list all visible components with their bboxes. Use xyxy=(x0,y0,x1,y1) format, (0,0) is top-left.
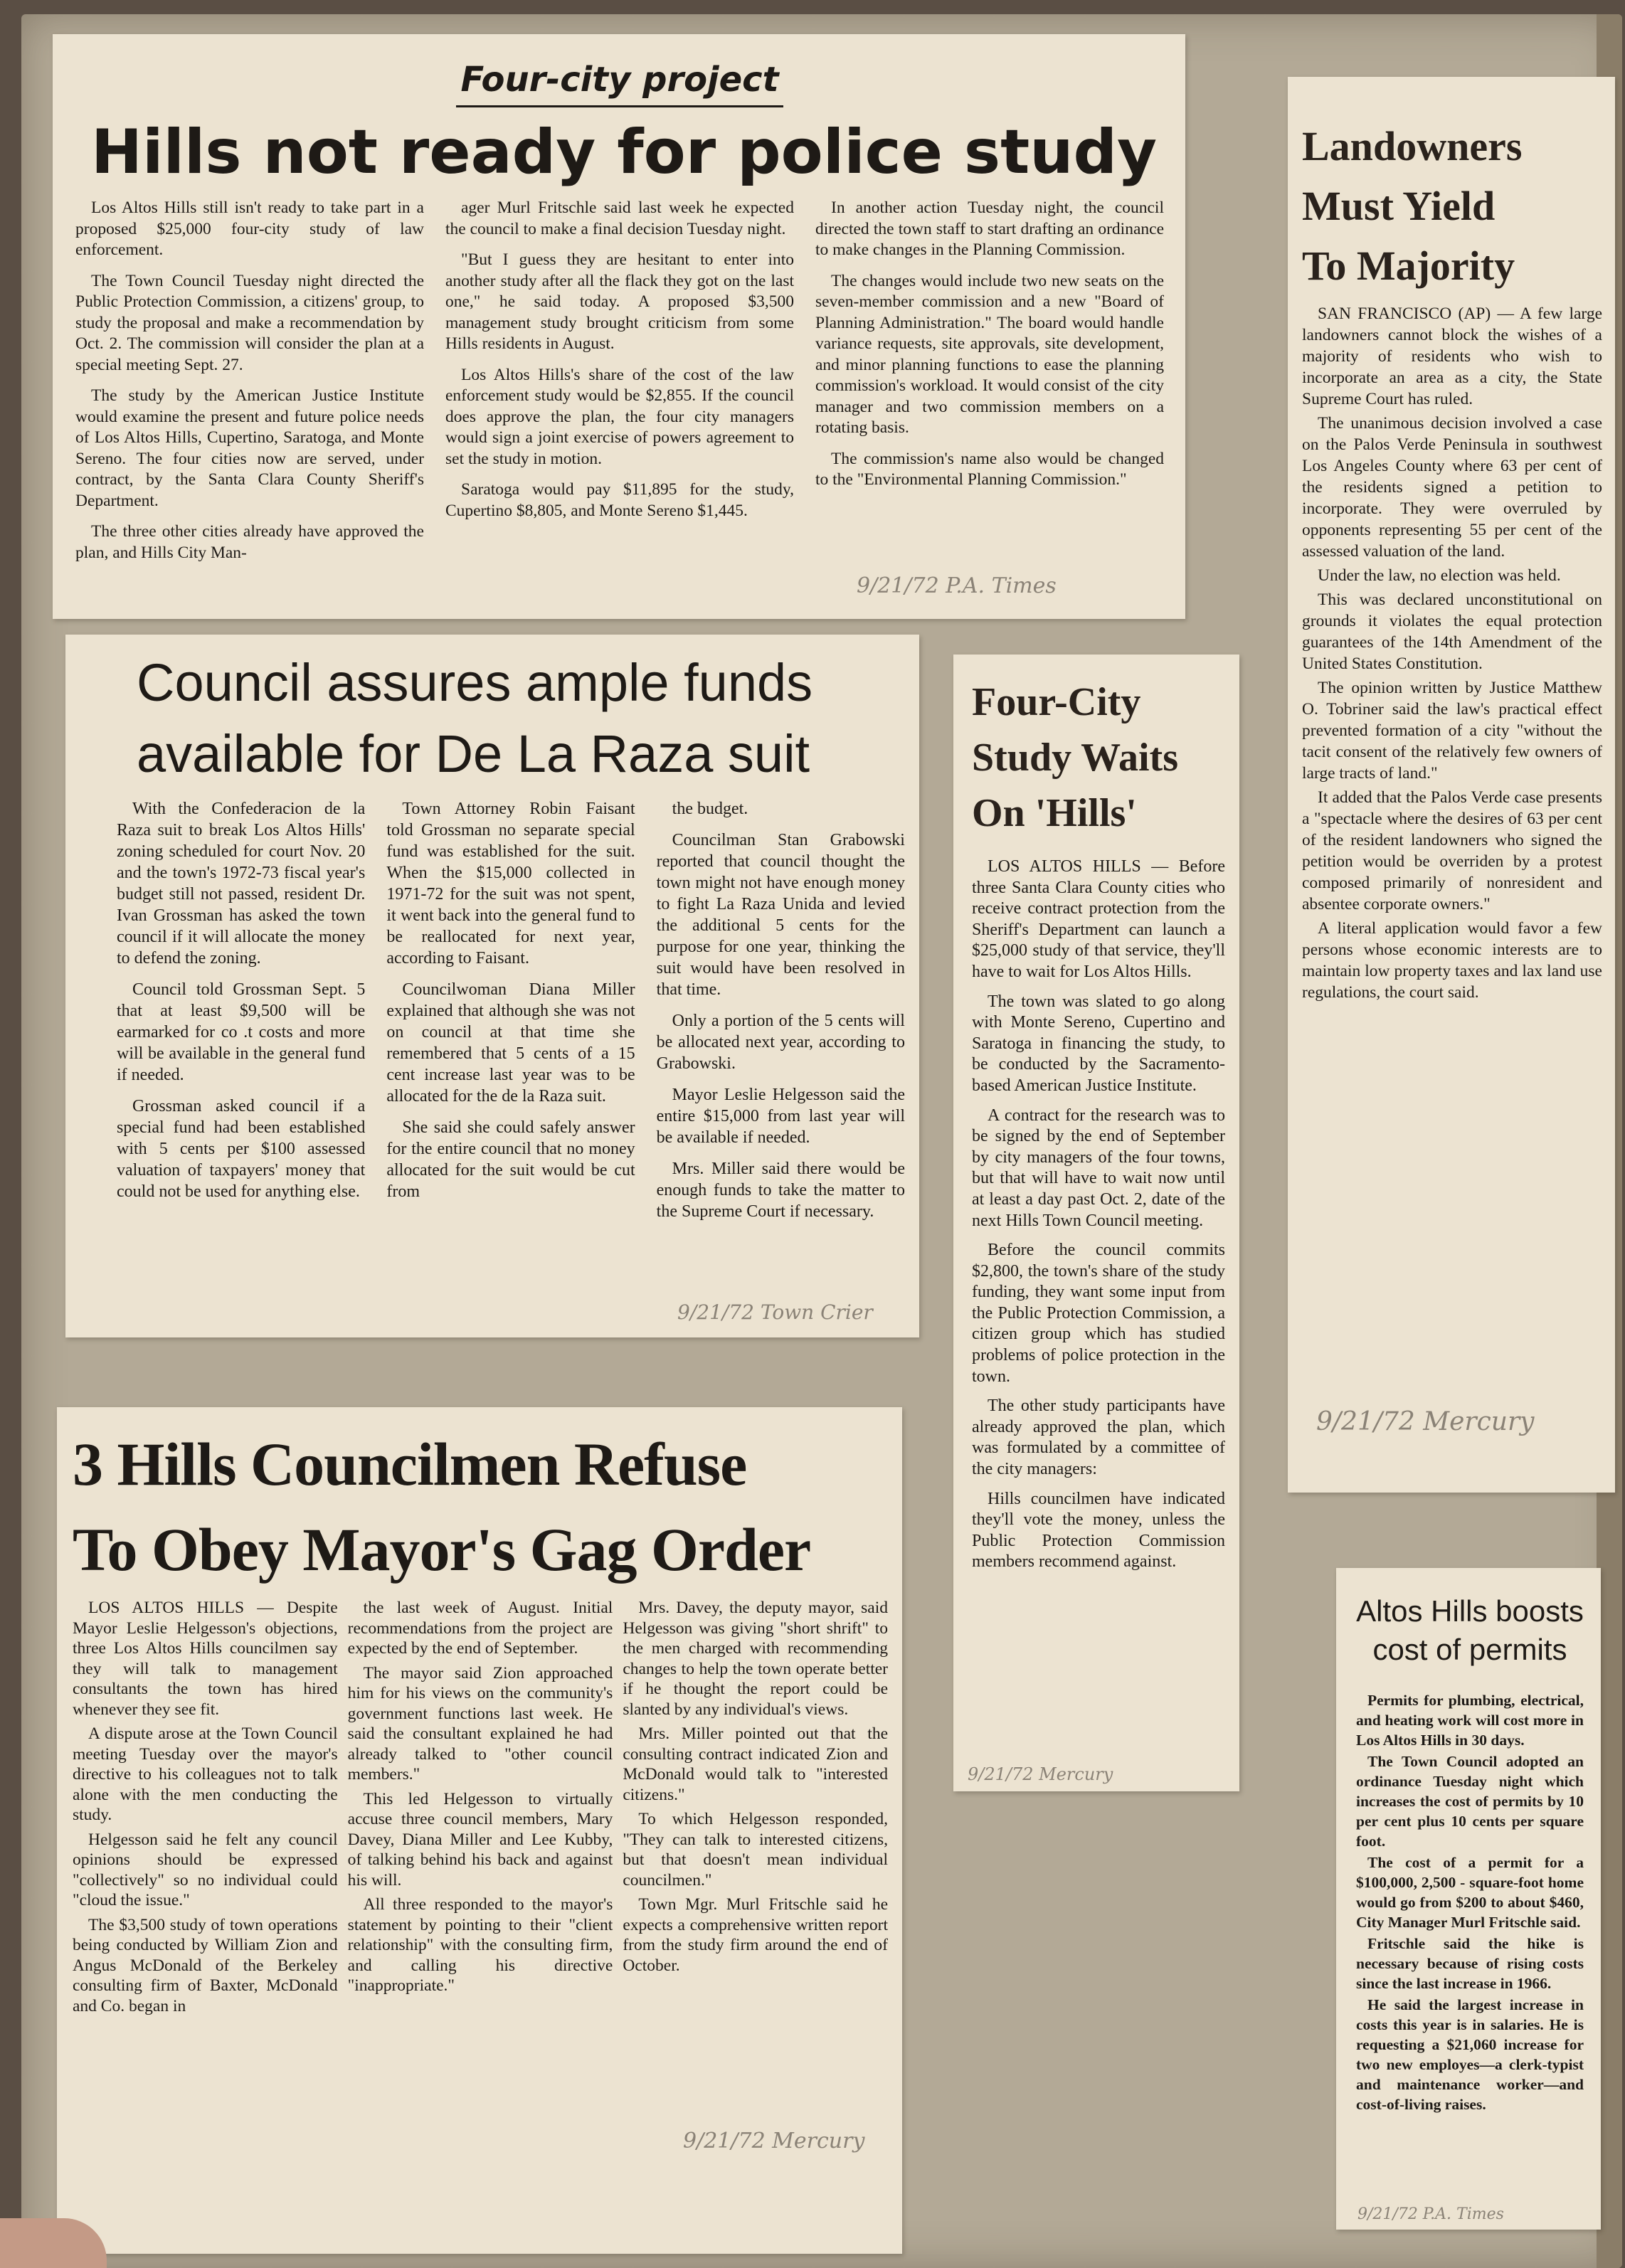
paragraph: He said the largest increase in costs this year is in salaries. He is requesting a $21,060 increase for two new employes—a clerk-typist and maintenance worker—and cost-of-living raises. xyxy=(1356,1996,1584,2113)
paragraph: the budget. xyxy=(672,800,748,818)
paragraph: The town was slated to go along with Monte Sereno, Cupertino and Saratoga in financing the study, to be conducted by the Sacramento-based American Justice Institute. xyxy=(972,992,1225,1095)
paragraph: the last week of August. Initial recommendations from the project are expected by the end of September. xyxy=(347,1599,613,1658)
paragraph: The Town Council adopted an ordinance Tuesday night which increases the cost of permits by 10 per cent plus 10 cents per square foot. xyxy=(1356,1753,1584,1850)
paragraph: To which Helgesson responded, "They can talk to interested citizens, but that doesn't mean individual councilmen." xyxy=(623,1810,889,1890)
paragraph: Helgesson said he felt any council opinions should be expressed "collectively" so no individual could "cloud the issue." xyxy=(73,1830,338,1909)
paragraph: Los Altos Hills's share of the cost of the law enforcement study would be $2,855. If the council does approve the plan, the four city managers would sign a joint exercise of powers agreement to set the study in motion. xyxy=(445,365,794,468)
headline-line-3: To Majority xyxy=(1302,243,1515,289)
paragraph: This was declared unconstitutional on grounds it violates the equal protection guarantees of the 14th Amendment of the United States Constitution. xyxy=(1302,590,1602,673)
column-3 xyxy=(623,1598,888,2020)
handwritten-date-note: 9/21/72 Mercury xyxy=(1316,1407,1535,1436)
paragraph: The cost of a permit for a $100,000, 2,500 - square-foot home would go from $200 to about $460, City Manager Murl Fritschle said. xyxy=(1356,1854,1584,1931)
paragraph: Mrs. Miller said there would be enough funds to take the matter to the Supreme Court if necessary. xyxy=(656,1160,905,1221)
headline-line-2: Must Yield xyxy=(1302,183,1496,229)
kicker xyxy=(75,60,1164,100)
paragraph: LOS ALTOS HILLS — Despite Mayor Leslie Helgesson's objections, three Los Altos Hills councilmen say they will talk to management consultants the town has hired whenever they see fit. xyxy=(73,1599,338,1719)
column-2 xyxy=(386,798,635,1232)
handwritten-date-note: 9/21/72 Mercury xyxy=(683,2129,865,2153)
headline-line-1: Altos Hills boosts xyxy=(1356,1594,1584,1628)
paragraph: Before the council commits $2,800, the town's share of the study funding, they want some input from the Public Protection Commission, a citizen group which has studied problems of police protection in the town. xyxy=(972,1241,1225,1386)
paragraph: Mayor Leslie Helgesson said the entire $15,000 from last year will be available if needed. xyxy=(656,1086,905,1147)
headline-line-2: To Obey Mayor's Gag Order xyxy=(73,1515,811,1584)
paragraph: Town Mgr. Murl Fritschle said he expects a comprehensive written report from the study firm around the end of October. xyxy=(623,1895,889,1975)
article-columns xyxy=(80,798,912,1232)
headline-line-1: Landowners xyxy=(1302,123,1523,169)
article-columns xyxy=(75,198,1164,573)
article-columns xyxy=(73,1598,888,2020)
article-body xyxy=(1302,303,1602,1003)
headline-line-2: cost of permits xyxy=(1372,1633,1567,1666)
paragraph: With the Confederacion de la Raza suit to break Los Altos Hills' zoning scheduled for court Nov. 20 and the town's 1972-73 fiscal year's budget still not passed, resident Dr. Ivan Grossman has asked the town council if it will allocate the money to defend the zoning. xyxy=(117,800,366,968)
paragraph: Council told Grossman Sept. 5 that at least $9,500 will be earmarked for co .t costs and more will be available in the general fund if needed. xyxy=(117,980,366,1084)
column-2 xyxy=(445,198,794,573)
paragraph: Hills councilmen have indicated they'll vote the money, unless the Public Protection Commission members recommend against. xyxy=(972,1489,1225,1572)
paragraph: Grossman asked council if a special fund had been established with 5 cents per $100 assessed valuation of taxpayers' money that could not be used for anything else. xyxy=(117,1097,366,1201)
headline: Hills not ready for police study xyxy=(91,117,1158,188)
scrapbook-page xyxy=(21,14,1622,2268)
paragraph: A literal application would favor a few persons whose economic interests are to maintain low property taxes and lax land use regulations, the court said. xyxy=(1302,919,1602,1002)
paragraph: Mrs. Miller pointed out that the consulting contract indicated Zion and McDonald would talk to "interested citizens." xyxy=(623,1724,889,1804)
headline-line-1: Four-City xyxy=(972,680,1141,724)
paragraph: All three responded to the mayor's statement by pointing to their "client relationship" with the consulting firm, and calling his directive "inappropriate." xyxy=(347,1895,613,1995)
paragraph: Los Altos Hills still isn't ready to take part in a proposed $25,000 four-city study of law enforcement. xyxy=(75,198,424,259)
paragraph: The changes would include two new seats on the seven-member commission and a new "Board of Planning Administration." The board would handle variance requests, site approvals, site development, and minor planning functions to ease the planning commission's workload. It would consist of the city manager and two commission members on a rotating basis. xyxy=(815,271,1164,437)
column-1 xyxy=(73,1598,338,2020)
column-3 xyxy=(815,198,1164,573)
headline xyxy=(73,1421,888,1592)
paragraph: Fritschle said the hike is necessary because of rising costs since the last increase in 1966. xyxy=(1356,1935,1584,1992)
kicker-text: Four-city project xyxy=(456,60,783,107)
paragraph: The mayor said Zion approached him for his views on the community's government functions last week. He said the consultant explained he had already talked to "other council members." xyxy=(347,1663,613,1784)
paragraph: The unanimous decision involved a case on the Palos Verde Peninsula in southwest Los Angeles County where 63 per cent of the residents signed a petition to incorporate. They were overruled by opponents representing 55 per cent of the assessed valuation of the land. xyxy=(1302,414,1602,561)
paragraph: It added that the Palos Verde case presents a "spectacle where the desires of 63 per cent of the resident landowners who signed the petition would be overriden by a protest composed primarily of nonresident and absentee corporate owners." xyxy=(1302,788,1602,913)
column-1 xyxy=(117,798,365,1232)
clipping-police-study xyxy=(53,34,1185,619)
headline-line-2: Study Waits xyxy=(972,736,1178,780)
paragraph: Town Attorney Robin Faisant told Grossman no separate special fund was established for the suit. When the $15,000 collected in 1971-72 for the suit was not spent, it went back into the general fund to be reallocated for next year, according to Faisant. xyxy=(386,800,635,968)
column-2 xyxy=(348,1598,613,2020)
handwritten-date-note: 9/21/72 P.A. Times xyxy=(857,573,1057,598)
paragraph: ager Murl Fritschle said last week he expected the council to make a final decision Tuesday night. xyxy=(445,198,794,238)
paragraph: The commission's name also would be changed to the "Environmental Planning Commission." xyxy=(815,449,1164,489)
paragraph: Under the law, no election was held. xyxy=(1318,566,1561,585)
paragraph: Saratoga would pay $11,895 for the study, Cupertino $8,805, and Monte Sereno $1,445. xyxy=(445,480,794,520)
paragraph: Only a portion of the 5 cents will be allocated next year, according to Grabowski. xyxy=(656,1012,905,1073)
headline: Council assures ample funds available for De La Raza suit xyxy=(137,653,813,783)
handwritten-date-note: 9/21/72 Town Crier xyxy=(677,1300,873,1324)
headline xyxy=(1356,1592,1584,1669)
paragraph: "But I guess they are hesitant to enter into another study after all the flack they got on the last one," he said today. A proposed $3,500 management study brought criticism from some Hills residents in August. xyxy=(445,250,794,353)
clipping-landowners xyxy=(1288,77,1615,1493)
headline-line-3: On 'Hills' xyxy=(972,791,1137,835)
paragraph: SAN FRANCISCO (AP) — A few large landowners cannot block the wishes of a majority of residents who wish to incorporate an area as a city, the State Supreme Court has ruled. xyxy=(1302,304,1602,408)
paragraph: Mrs. Davey, the deputy mayor, said Helgesson was giving "short shrift" to the men charged with recommending changes to help the town operate better if he thought the report could be slanted by any individual's views. xyxy=(623,1599,889,1719)
headline xyxy=(1302,117,1602,296)
clipping-de-la-raza xyxy=(65,635,919,1337)
paragraph: She said she could safely answer for the entire council that no money allocated for the suit would be cut from xyxy=(386,1118,635,1201)
headline xyxy=(972,674,1225,841)
handwritten-date-note: 9/21/72 Mercury xyxy=(968,1764,1113,1784)
clipping-gag-order xyxy=(57,1407,902,2254)
paragraph: The three other cities already have approved the plan, and Hills City Man- xyxy=(75,522,424,562)
paragraph: This led Helgesson to virtually accuse three council members, Mary Davey, Diana Miller and Lee Kubby, of talking behind his back and against his will. xyxy=(347,1789,613,1890)
paragraph: The study by the American Justice Institute would examine the present and future police needs of Los Altos Hills, Cupertino, Saratoga, and Monte Sereno. The four cities now are served, under contract, by the Santa Clara County Sheriff's Department. xyxy=(75,386,424,510)
column-3 xyxy=(657,798,905,1232)
paragraph: The other study participants have already approved the plan, which was formulated by a committee of the city managers: xyxy=(972,1397,1225,1479)
article-body xyxy=(972,857,1225,1573)
clipping-four-city-study xyxy=(953,655,1239,1791)
column-1 xyxy=(75,198,424,573)
clipping-permits xyxy=(1336,1568,1601,2230)
paragraph: Councilman Stan Grabowski reported that council thought the town might not have enough money to fight La Raza Unida and levied the additional 5 cents for the purpose for one year, thinking the suit would have been resolved in that time. xyxy=(656,831,905,999)
paragraph: The opinion written by Justice Matthew O. Tobriner said the law's practical effect prevented formation of a city "without the tacit consent of the relatively few owners of large tracts of land." xyxy=(1302,679,1602,783)
paragraph: A dispute arose at the Town Council meeting Tuesday over the mayor's directive to his colleagues not to talk alone with the men conducting the study. xyxy=(73,1724,338,1824)
paragraph: Permits for plumbing, electrical, and heating work will cost more in Los Altos Hills in 30 days. xyxy=(1356,1692,1584,1749)
handwritten-date-note: 9/21/72 P.A. Times xyxy=(1357,2205,1504,2223)
paragraph: The $3,500 study of town operations being conducted by William Zion and Angus McDonald of the Berkeley consulting firm of Baxter, McDonald and Co. began in xyxy=(73,1915,338,2015)
paragraph: A contract for the research was to be signed by the end of September by city managers of the four towns, but that will have to wait now until at least a day past Oct. 2, date of the next Hills Town Council meeting. xyxy=(972,1106,1225,1230)
paragraph: The Town Council Tuesday night directed the Public Protection Commission, a citizens' group, to study the proposal and make a recommendation by Oct. 2. The commission will consider the plan at a special meeting Sept. 27. xyxy=(75,271,424,374)
headline-line-1: 3 Hills Councilmen Refuse xyxy=(73,1430,747,1498)
paragraph: Councilwoman Diana Miller explained that although she was not on council at that time she remembered that 5 cents of a 15 cent increase last year was to be allocated for the de la Raza suit. xyxy=(386,980,635,1106)
paragraph: LOS ALTOS HILLS — Before three Santa Clara County cities who receive contract protection from the Sheriff's Department can launch a $25,000 study of that service, they'll have to wait for Los Altos Hills. xyxy=(972,857,1225,981)
paragraph: In another action Tuesday night, the council directed the town staff to start drafting an ordinance to make changes in the Planning Commission. xyxy=(815,198,1164,259)
article-body xyxy=(1356,1690,1584,2114)
